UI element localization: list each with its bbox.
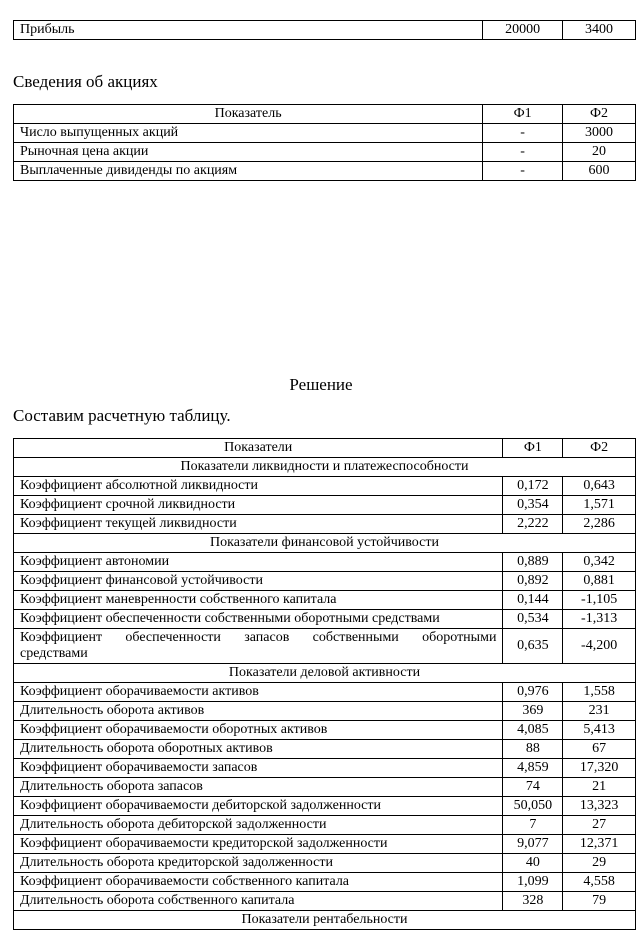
table-row — [14, 873, 636, 892]
value-f2: 67 — [563, 740, 636, 759]
row-label-line: средствами — [20, 646, 88, 661]
table-row — [14, 162, 636, 181]
value-f2: 5,413 — [563, 721, 636, 740]
table-row — [14, 591, 636, 610]
row-label: Коэффициент финансовой устойчивости — [14, 572, 503, 591]
value-f1: 0,172 — [503, 477, 563, 496]
row-label: Коэффициент оборачиваемости оборотных активов — [14, 721, 503, 740]
value-f1: 328 — [503, 892, 563, 911]
table-row — [14, 854, 636, 873]
row-label: Число выпущенных акций — [14, 124, 483, 143]
value-f2: 600 — [563, 162, 636, 181]
row-label: Длительность оборота оборотных активов — [14, 740, 503, 759]
table-header-row — [14, 105, 636, 124]
value-f1: 0,534 — [503, 610, 563, 629]
value-f2: 3000 — [563, 124, 636, 143]
value-f1: 20000 — [483, 21, 563, 40]
row-label — [14, 629, 503, 664]
section-title: Показатели рентабельности — [14, 911, 636, 930]
row-label: Коэффициент маневренности собственного капитала — [14, 591, 503, 610]
section-row — [14, 911, 636, 930]
row-label: Коэффициент оборачиваемости дебиторской задолженности — [14, 797, 503, 816]
value-f1: 0,892 — [503, 572, 563, 591]
value-f2: -4,200 — [563, 629, 636, 664]
value-f1: 74 — [503, 778, 563, 797]
value-f2: 4,558 — [563, 873, 636, 892]
column-header-f1: Ф1 — [483, 105, 563, 124]
row-label: Длительность оборота собственного капитала — [14, 892, 503, 911]
table-header-row — [14, 439, 636, 458]
value-f2: 231 — [563, 702, 636, 721]
section-row — [14, 458, 636, 477]
column-header-indicator: Показатель — [14, 105, 483, 124]
table-row — [14, 572, 636, 591]
value-f1: 50,050 — [503, 797, 563, 816]
value-f1: - — [483, 143, 563, 162]
section-title: Показатели финансовой устойчивости — [14, 534, 636, 553]
value-f1: 4,859 — [503, 759, 563, 778]
row-label: Коэффициент оборачиваемости кредиторской задолженности — [14, 835, 503, 854]
value-f2: 1,558 — [563, 683, 636, 702]
row-label: Коэффициент оборачиваемости активов — [14, 683, 503, 702]
table-row — [14, 759, 636, 778]
value-f1: 0,976 — [503, 683, 563, 702]
solution-intro: Составим расчетную таблицу. — [13, 406, 231, 425]
table-row — [14, 143, 636, 162]
table-row — [14, 740, 636, 759]
row-label: Коэффициент обеспеченности собственными оборотными средствами — [14, 610, 503, 629]
section-title: Показатели деловой активности — [14, 664, 636, 683]
table-row — [14, 553, 636, 572]
value-f1: 9,077 — [503, 835, 563, 854]
column-header-f2: Ф2 — [563, 105, 636, 124]
value-f1: 7 — [503, 816, 563, 835]
row-label: Длительность оборота активов — [14, 702, 503, 721]
value-f2: 27 — [563, 816, 636, 835]
value-f1: 40 — [503, 854, 563, 873]
row-label: Коэффициент автономии — [14, 553, 503, 572]
value-f1: - — [483, 162, 563, 181]
value-f1: 0,354 — [503, 496, 563, 515]
table-row — [14, 610, 636, 629]
value-f1: 0,889 — [503, 553, 563, 572]
row-label: Прибыль — [14, 21, 483, 40]
value-f2: 12,371 — [563, 835, 636, 854]
calculation-table — [13, 438, 636, 930]
value-f2: 79 — [563, 892, 636, 911]
value-f2: 20 — [563, 143, 636, 162]
table-row — [14, 496, 636, 515]
value-f1: - — [483, 124, 563, 143]
row-label: Рыночная цена акции — [14, 143, 483, 162]
value-f2: 1,571 — [563, 496, 636, 515]
table-row — [14, 702, 636, 721]
table-row — [14, 721, 636, 740]
row-label: Выплаченные дивиденды по акциям — [14, 162, 483, 181]
row-label: Коэффициент абсолютной ликвидности — [14, 477, 503, 496]
row-label: Коэффициент оборачиваемости запасов — [14, 759, 503, 778]
column-header-f2: Ф2 — [563, 439, 636, 458]
profit-table — [13, 20, 636, 40]
value-f2: 3400 — [563, 21, 636, 40]
value-f1: 1,099 — [503, 873, 563, 892]
value-f2: 2,286 — [563, 515, 636, 534]
value-f1: 369 — [503, 702, 563, 721]
table-row — [14, 629, 636, 664]
value-f2: 0,342 — [563, 553, 636, 572]
value-f2: -1,313 — [563, 610, 636, 629]
column-header-indicator: Показатели — [14, 439, 503, 458]
value-f1: 0,144 — [503, 591, 563, 610]
row-label: Длительность оборота запасов — [14, 778, 503, 797]
table-row — [14, 835, 636, 854]
row-label: Коэффициент срочной ликвидности — [14, 496, 503, 515]
value-f1: 0,635 — [503, 629, 563, 664]
section-title: Показатели ликвидности и платежеспособности — [14, 458, 636, 477]
table-row — [14, 892, 636, 911]
table-row — [14, 683, 636, 702]
value-f2: 29 — [563, 854, 636, 873]
row-label: Коэффициент оборачиваемости собственного капитала — [14, 873, 503, 892]
section-row — [14, 534, 636, 553]
section-row — [14, 664, 636, 683]
solution-heading: Решение — [289, 375, 353, 394]
value-f2: 0,643 — [563, 477, 636, 496]
stocks-heading: Сведения об акциях — [13, 72, 158, 91]
row-label: Коэффициент текущей ликвидности — [14, 515, 503, 534]
value-f2: -1,105 — [563, 591, 636, 610]
stocks-table — [13, 104, 636, 181]
column-header-f1: Ф1 — [503, 439, 563, 458]
value-f2: 13,323 — [563, 797, 636, 816]
table-row — [14, 124, 636, 143]
value-f2: 17,320 — [563, 759, 636, 778]
row-label-line: Коэффициент обеспеченности запасов собственными оборотными — [20, 630, 497, 645]
row-label: Длительность оборота кредиторской задолженности — [14, 854, 503, 873]
row-label: Длительность оборота дебиторской задолженности — [14, 816, 503, 835]
table-row — [14, 515, 636, 534]
value-f1: 2,222 — [503, 515, 563, 534]
table-row — [14, 21, 636, 40]
table-row — [14, 797, 636, 816]
value-f1: 4,085 — [503, 721, 563, 740]
value-f2: 21 — [563, 778, 636, 797]
table-row — [14, 816, 636, 835]
table-row — [14, 477, 636, 496]
value-f2: 0,881 — [563, 572, 636, 591]
table-row — [14, 778, 636, 797]
value-f1: 88 — [503, 740, 563, 759]
